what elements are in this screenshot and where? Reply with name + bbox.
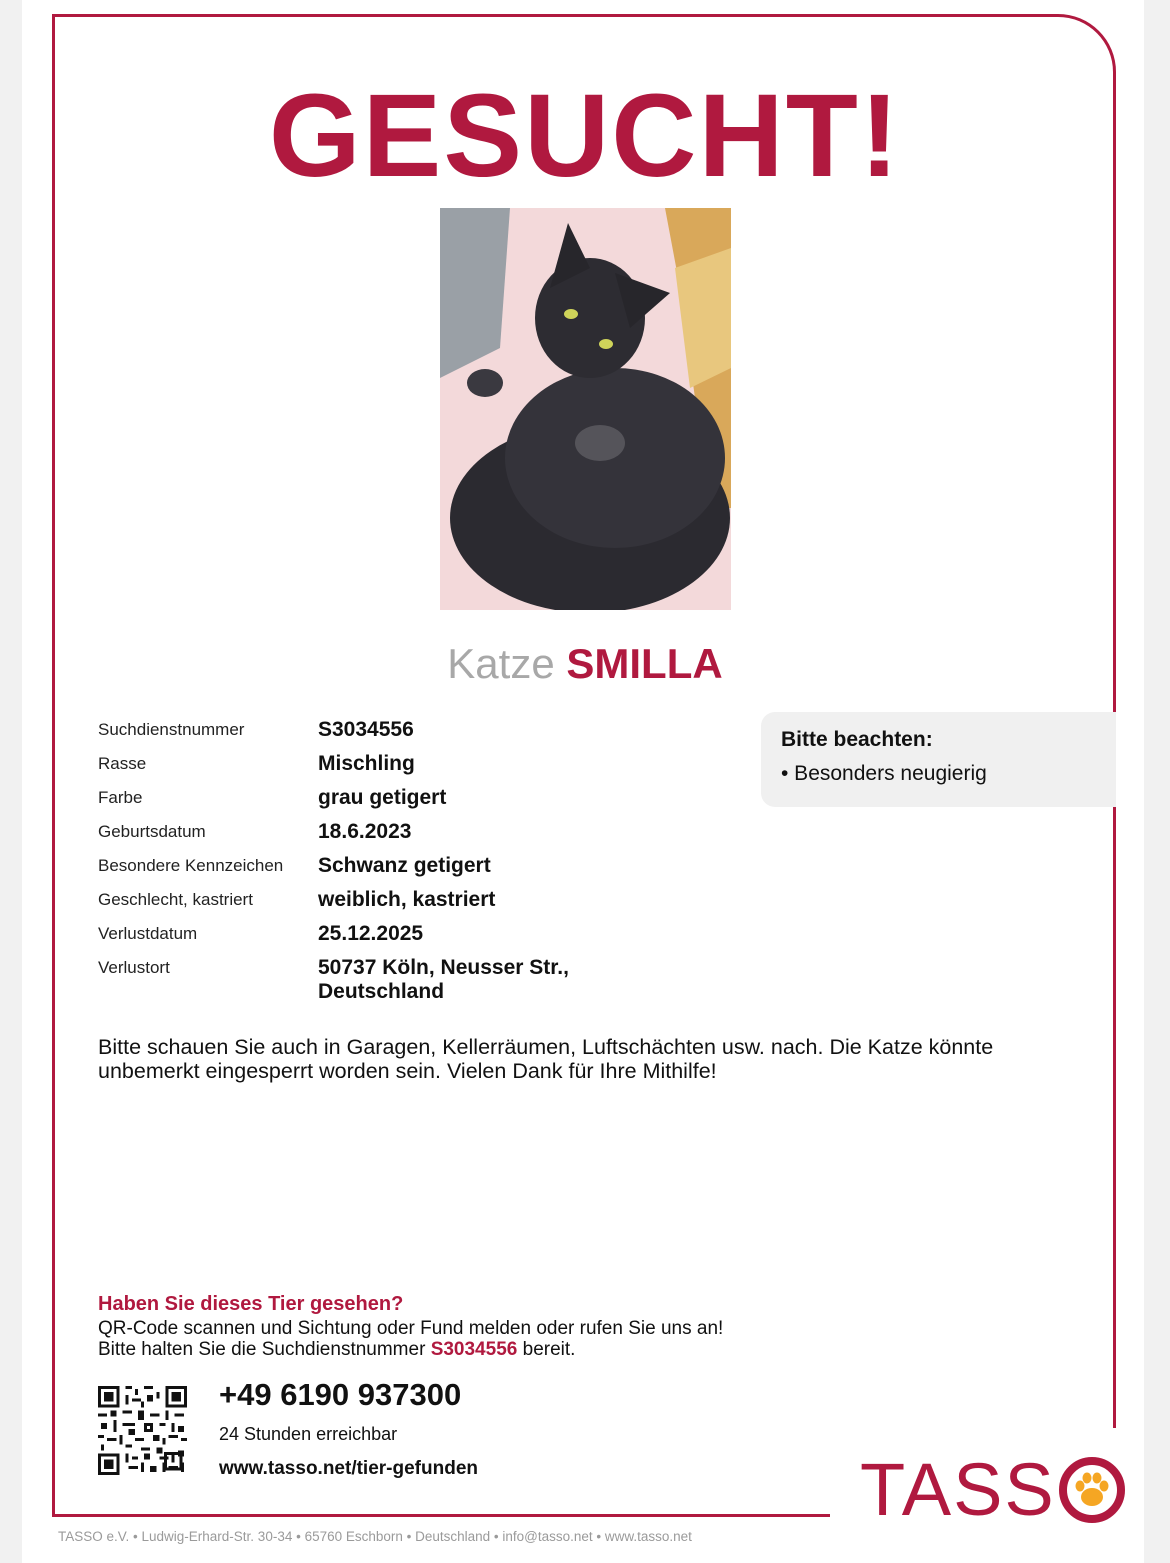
detail-row-rasse bbox=[98, 752, 698, 776]
pet-name: SMILLA bbox=[566, 640, 723, 687]
cta-reference-prefix: Bitte halten Sie die Suchdienstnummer bbox=[98, 1339, 431, 1360]
detail-label: Rasse bbox=[98, 754, 147, 773]
detail-value: 25.12.2025 bbox=[318, 922, 424, 945]
paw-icon bbox=[1058, 1456, 1126, 1524]
phone-number[interactable]: +49 6190 937300 bbox=[219, 1377, 462, 1412]
notice-item: • Besonders neugierig bbox=[781, 762, 987, 785]
logo-text: TASS bbox=[860, 1448, 1056, 1531]
details-table bbox=[98, 718, 698, 1014]
detail-row-kennzeichen bbox=[98, 854, 698, 878]
notice-title: Bitte beachten: bbox=[781, 728, 933, 751]
detail-label: Verlustort bbox=[98, 958, 170, 977]
cat-photo bbox=[440, 208, 731, 610]
detail-row-geburtsdatum bbox=[98, 820, 698, 844]
detail-row-verlustort bbox=[98, 956, 698, 1004]
detail-row-suchdienstnummer bbox=[98, 718, 698, 742]
detail-label: Geburtsdatum bbox=[98, 822, 206, 841]
detail-value: 18.6.2023 bbox=[318, 820, 412, 843]
poster-frame-bottom bbox=[52, 1514, 830, 1517]
qr-code[interactable] bbox=[98, 1386, 187, 1475]
cta-instructions: QR-Code scannen und Sichtung oder Fund melden oder rufen Sie uns an! bbox=[98, 1318, 724, 1339]
footer-address: TASSO e.V. • Ludwig-Erhard-Str. 30-34 • 65760 Eschborn • Deutschland • info@tasso.net • www.tasso.net bbox=[58, 1529, 692, 1544]
cta-title: Haben Sie dieses Tier gesehen? bbox=[98, 1293, 404, 1315]
detail-value: Mischling bbox=[318, 752, 415, 775]
cta-reference bbox=[98, 1339, 575, 1361]
tasso-logo bbox=[860, 1450, 1126, 1530]
detail-label: Geschlecht, kastriert bbox=[98, 890, 253, 909]
detail-row-verlustdatum bbox=[98, 922, 698, 946]
pet-species: Katze bbox=[447, 640, 555, 687]
detail-label: Verlustdatum bbox=[98, 924, 198, 943]
availability-text: 24 Stunden erreichbar bbox=[219, 1424, 398, 1444]
poster-title: GESUCHT! bbox=[268, 70, 902, 202]
detail-label: Suchdienstnummer bbox=[98, 720, 245, 739]
detail-row-farbe bbox=[98, 786, 698, 810]
notice-box bbox=[761, 712, 1116, 807]
detail-value: weiblich, kastriert bbox=[318, 888, 496, 911]
website-link[interactable]: www.tasso.net/tier-gefunden bbox=[219, 1458, 478, 1479]
pet-heading bbox=[0, 640, 1170, 688]
detail-value: Schwanz getigert bbox=[318, 854, 491, 877]
search-instructions: Bitte schauen Sie auch in Garagen, Kellerräumen, Luftschächten usw. nach. Die Katze könnte unbemerkt eingesperrt worden sein. Vielen Dank für Ihre Mithilfe! bbox=[98, 1035, 994, 1083]
detail-row-geschlecht bbox=[98, 888, 698, 912]
detail-value: grau getigert bbox=[318, 786, 447, 809]
detail-value: 50737 Köln, Neusser Str., Deutschland bbox=[318, 956, 569, 1003]
right-margin-strip bbox=[1144, 0, 1170, 1563]
detail-value: S3034556 bbox=[318, 718, 414, 741]
detail-label: Besondere Kennzeichen bbox=[98, 856, 284, 875]
cta-reference-suffix: bereit. bbox=[517, 1339, 576, 1360]
cta-search-number: S3034556 bbox=[430, 1339, 518, 1360]
detail-label: Farbe bbox=[98, 788, 143, 807]
left-margin-strip bbox=[0, 0, 22, 1563]
